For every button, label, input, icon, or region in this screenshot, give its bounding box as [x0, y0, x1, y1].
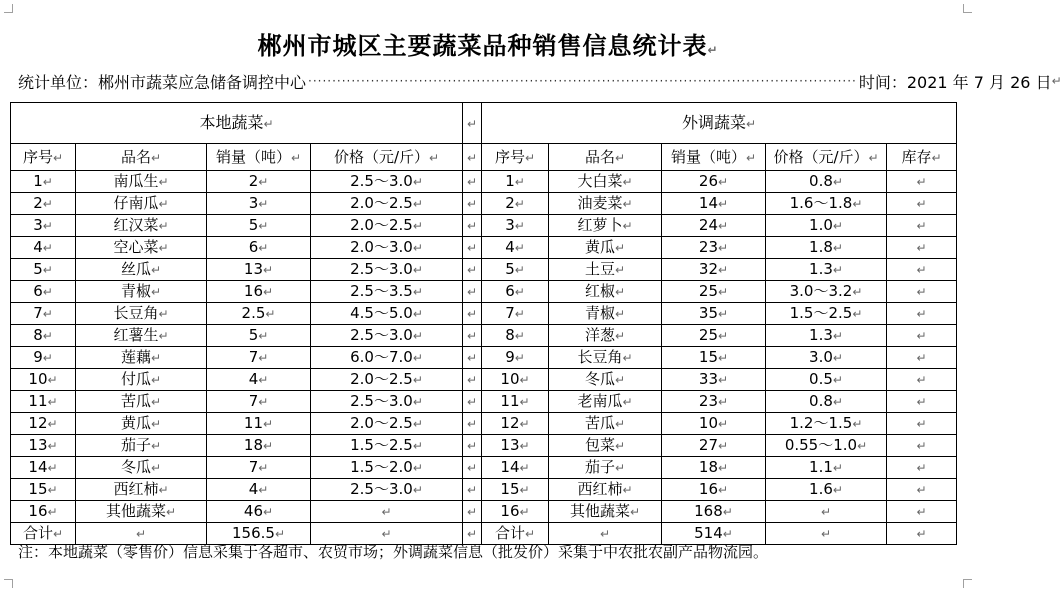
imported-name-cell[interactable]: 黄瓜↵	[549, 237, 662, 259]
imported-price-cell[interactable]: 1.6↵	[766, 479, 887, 501]
imported-stock-cell[interactable]: ↵	[887, 501, 957, 523]
gap-cell: ↵	[463, 479, 482, 501]
imported-no-cell[interactable]: 15↵	[482, 479, 549, 501]
imported-qty-cell[interactable]: 24↵	[662, 215, 766, 237]
local-price-cell[interactable]: 2.5～3.0↵	[311, 479, 463, 501]
imported-price-cell[interactable]: 1.8↵	[766, 237, 887, 259]
imported-qty-cell[interactable]: 35↵	[662, 303, 766, 325]
local-qty-cell[interactable]: 4↵	[207, 369, 311, 391]
header-cell: 序号↵	[11, 144, 76, 171]
local-name-cell[interactable]: 黄瓜↵	[76, 413, 207, 435]
empty-cell[interactable]: ↵	[549, 523, 662, 545]
section-header-row	[11, 103, 957, 144]
imported-qty-cell[interactable]: 15↵	[662, 347, 766, 369]
imported-price-cell[interactable]: 1.5～2.5↵	[766, 303, 887, 325]
table-row	[11, 391, 957, 413]
gap-cell: ↵	[463, 103, 482, 144]
local-name-cell[interactable]: 西红柿↵	[76, 479, 207, 501]
local-no-cell[interactable]: 4↵	[11, 237, 76, 259]
table-row	[11, 281, 957, 303]
imported-qty-cell[interactable]: 23↵	[662, 391, 766, 413]
gap-cell: ↵	[463, 435, 482, 457]
table-row	[11, 325, 957, 347]
local-no-cell[interactable]: 12↵	[11, 413, 76, 435]
local-qty-cell[interactable]: 46↵	[207, 501, 311, 523]
local-no-cell[interactable]: 15↵	[11, 479, 76, 501]
imported-price-cell[interactable]: 1.3↵	[766, 259, 887, 281]
table-row	[11, 457, 957, 479]
table-row	[11, 347, 957, 369]
imported-no-cell[interactable]: 13↵	[482, 435, 549, 457]
local-no-cell[interactable]: 8↵	[11, 325, 76, 347]
local-price-cell[interactable]: 2.0～2.5↵	[311, 369, 463, 391]
local-no-cell[interactable]: 7↵	[11, 303, 76, 325]
gap-cell: ↵	[463, 501, 482, 523]
page-corner-mark	[963, 579, 972, 588]
local-name-cell[interactable]: 丝瓜↵	[76, 259, 207, 281]
footnote: 注：本地蔬菜（零售价）信息采集于各超市、农贸市场；外调蔬菜信息（批发价）采集于中农批农副产品物流园。	[18, 543, 769, 561]
local-qty-cell[interactable]: 18↵	[207, 435, 311, 457]
imported-no-cell[interactable]: 10↵	[482, 369, 549, 391]
imported-no-cell[interactable]: 12↵	[482, 413, 549, 435]
header-cell: 序号↵	[482, 144, 549, 171]
header-cell: 价格（元/斤）↵	[311, 144, 463, 171]
imported-name-cell[interactable]: 土豆↵	[549, 259, 662, 281]
header-cell: 销量（吨）↵	[662, 144, 766, 171]
local-qty-cell[interactable]: 2.5↵	[207, 303, 311, 325]
empty-cell[interactable]: ↵	[766, 523, 887, 545]
imported-no-cell[interactable]: 2↵	[482, 193, 549, 215]
header-cell: 库存↵	[887, 144, 957, 171]
imported-price-cell[interactable]: 1.0↵	[766, 215, 887, 237]
gap-cell: ↵	[463, 281, 482, 303]
local-qty-cell[interactable]: 6↵	[207, 237, 311, 259]
table-row	[11, 501, 957, 523]
local-no-cell[interactable]: 2↵	[11, 193, 76, 215]
imported-name-cell[interactable]: 油麦菜↵	[549, 193, 662, 215]
unit-time-line[interactable]: 统计单位：郴州市蔬菜应急储备调控中心 ·················································································································· 时间：2021 年 7 月 26 日 ↵	[18, 70, 958, 92]
imported-no-cell[interactable]: 3↵	[482, 215, 549, 237]
local-qty-cell[interactable]: 5↵	[207, 325, 311, 347]
imported-qty-cell[interactable]: 25↵	[662, 325, 766, 347]
imported-no-cell[interactable]: 8↵	[482, 325, 549, 347]
gap-cell: ↵	[463, 193, 482, 215]
time-label: 时间：2021 年 7 月 26 日	[858, 72, 1052, 92]
imported-price-cell[interactable]: 1.2～1.5↵	[766, 413, 887, 435]
empty-cell[interactable]: ↵	[311, 523, 463, 545]
vegetable-sales-table[interactable]	[10, 102, 957, 545]
imported-stock-cell[interactable]: ↵	[887, 435, 957, 457]
imported-no-cell[interactable]: 9↵	[482, 347, 549, 369]
local-no-cell[interactable]: 10↵	[11, 369, 76, 391]
imported-price-cell[interactable]: 0.5↵	[766, 369, 887, 391]
local-price-cell[interactable]: 2.0～2.5↵	[311, 215, 463, 237]
local-no-cell[interactable]: 6↵	[11, 281, 76, 303]
document-title[interactable]: 郴州市城区主要蔬菜品种销售信息统计表↵	[257, 32, 719, 60]
page-corner-mark	[4, 579, 13, 588]
header-cell: 品名↵	[76, 144, 207, 171]
gap-cell: ↵	[463, 259, 482, 281]
local-qty-cell[interactable]: 16↵	[207, 281, 311, 303]
imported-qty-cell[interactable]: 32↵	[662, 259, 766, 281]
local-price-cell[interactable]: 2.0～2.5↵	[311, 193, 463, 215]
empty-cell[interactable]: ↵	[887, 523, 957, 545]
imported-stock-cell[interactable]: ↵	[887, 457, 957, 479]
local-no-cell[interactable]: 5↵	[11, 259, 76, 281]
local-price-cell[interactable]: 1.5～2.0↵	[311, 457, 463, 479]
local-name-cell[interactable]: 南瓜生↵	[76, 171, 207, 193]
imported-name-cell[interactable]: 其他蔬菜↵	[549, 501, 662, 523]
imported-price-cell[interactable]: 1.3↵	[766, 325, 887, 347]
imported-name-cell[interactable]: 包菜↵	[549, 435, 662, 457]
local-no-cell[interactable]: 9↵	[11, 347, 76, 369]
table-row	[11, 215, 957, 237]
header-cell: 销量（吨）↵	[207, 144, 311, 171]
imported-no-cell[interactable]: 4↵	[482, 237, 549, 259]
column-header-row	[11, 144, 957, 171]
local-price-cell[interactable]: ↵	[311, 501, 463, 523]
imported-price-cell[interactable]: 3.0↵	[766, 347, 887, 369]
imported-stock-cell[interactable]: ↵	[887, 259, 957, 281]
imported-no-cell[interactable]: 6↵	[482, 281, 549, 303]
local-price-cell[interactable]: 1.5～2.5↵	[311, 435, 463, 457]
gap-cell: ↵	[463, 457, 482, 479]
local-qty-cell[interactable]: 3↵	[207, 193, 311, 215]
total-label-cell[interactable]: 合计↵	[11, 523, 76, 545]
table-row	[11, 237, 957, 259]
local-no-cell[interactable]: 1↵	[11, 171, 76, 193]
local-no-cell[interactable]: 13↵	[11, 435, 76, 457]
table-row	[11, 259, 957, 281]
imported-stock-cell[interactable]: ↵	[887, 303, 957, 325]
imported-stock-cell[interactable]: ↵	[887, 281, 957, 303]
gap-cell: ↵	[463, 413, 482, 435]
table-row	[11, 435, 957, 457]
imported-name-cell[interactable]: 茄子↵	[549, 457, 662, 479]
imported-price-cell[interactable]: 1.6～1.8↵	[766, 193, 887, 215]
local-qty-cell[interactable]: 13↵	[207, 259, 311, 281]
leader-dots: ··················································································································	[308, 74, 857, 88]
imported-no-cell[interactable]: 7↵	[482, 303, 549, 325]
local-price-cell[interactable]: 2.5～3.0↵	[311, 325, 463, 347]
imported-name-cell[interactable]: 西红柿↵	[549, 479, 662, 501]
empty-cell[interactable]: ↵	[76, 523, 207, 545]
imported-stock-cell[interactable]: ↵	[887, 347, 957, 369]
table-row	[11, 369, 957, 391]
imported-price-cell[interactable]: 3.0～3.2↵	[766, 281, 887, 303]
gap-cell: ↵	[463, 523, 482, 545]
imported-no-cell[interactable]: 11↵	[482, 391, 549, 413]
imported-no-cell[interactable]: 14↵	[482, 457, 549, 479]
local-qty-cell[interactable]: 5↵	[207, 215, 311, 237]
imported-qty-cell[interactable]: 25↵	[662, 281, 766, 303]
imported-price-cell[interactable]: 0.8↵	[766, 391, 887, 413]
local-name-cell[interactable]: 红汉菜↵	[76, 215, 207, 237]
total-imported-qty-cell[interactable]: 514↵	[662, 523, 766, 545]
section-local: 本地蔬菜↵	[11, 103, 463, 144]
imported-qty-cell[interactable]: 23↵	[662, 237, 766, 259]
imported-qty-cell[interactable]: 18↵	[662, 457, 766, 479]
imported-stock-cell[interactable]: ↵	[887, 479, 957, 501]
gap-cell: ↵	[463, 391, 482, 413]
gap-cell: ↵	[463, 303, 482, 325]
gap-cell: ↵	[463, 215, 482, 237]
imported-stock-cell[interactable]: ↵	[887, 391, 957, 413]
table-row	[11, 303, 957, 325]
imported-name-cell[interactable]: 洋葱↵	[549, 325, 662, 347]
imported-stock-cell[interactable]: ↵	[887, 237, 957, 259]
local-name-cell[interactable]: 红薯生↵	[76, 325, 207, 347]
local-price-cell[interactable]: 2.5～3.5↵	[311, 281, 463, 303]
page-corner-mark	[963, 4, 972, 13]
section-imported: 外调蔬菜↵	[482, 103, 957, 144]
local-no-cell[interactable]: 14↵	[11, 457, 76, 479]
local-no-cell[interactable]: 16↵	[11, 501, 76, 523]
local-name-cell[interactable]: 长豆角↵	[76, 303, 207, 325]
total-local-qty-cell[interactable]: 156.5↵	[207, 523, 311, 545]
local-qty-cell[interactable]: 2↵	[207, 171, 311, 193]
imported-qty-cell[interactable]: 10↵	[662, 413, 766, 435]
imported-stock-cell[interactable]: ↵	[887, 171, 957, 193]
imported-stock-cell[interactable]: ↵	[887, 413, 957, 435]
imported-qty-cell[interactable]: 14↵	[662, 193, 766, 215]
local-no-cell[interactable]: 3↵	[11, 215, 76, 237]
gap-cell: ↵	[463, 144, 482, 171]
imported-stock-cell[interactable]: ↵	[887, 369, 957, 391]
local-name-cell[interactable]: 苦瓜↵	[76, 391, 207, 413]
imported-name-cell[interactable]: 苦瓜↵	[549, 413, 662, 435]
local-name-cell[interactable]: 青椒↵	[76, 281, 207, 303]
local-price-cell[interactable]: 6.0～7.0↵	[311, 347, 463, 369]
imported-name-cell[interactable]: 老南瓜↵	[549, 391, 662, 413]
local-qty-cell[interactable]: 7↵	[207, 457, 311, 479]
imported-name-cell[interactable]: 青椒↵	[549, 303, 662, 325]
imported-qty-cell[interactable]: 16↵	[662, 479, 766, 501]
local-name-cell[interactable]: 付瓜↵	[76, 369, 207, 391]
imported-no-cell[interactable]: 16↵	[482, 501, 549, 523]
local-name-cell[interactable]: 仔南瓜↵	[76, 193, 207, 215]
imported-price-cell[interactable]: 0.55～1.0↵	[766, 435, 887, 457]
imported-no-cell[interactable]: 5↵	[482, 259, 549, 281]
local-name-cell[interactable]: 冬瓜↵	[76, 457, 207, 479]
local-qty-cell[interactable]: 7↵	[207, 391, 311, 413]
gap-cell: ↵	[463, 237, 482, 259]
local-qty-cell[interactable]: 7↵	[207, 347, 311, 369]
table-row	[11, 479, 957, 501]
page-corner-mark	[4, 4, 13, 13]
local-price-cell[interactable]: 4.5～5.0↵	[311, 303, 463, 325]
imported-stock-cell[interactable]: ↵	[887, 215, 957, 237]
imported-price-cell[interactable]: ↵	[766, 501, 887, 523]
local-qty-cell[interactable]: 11↵	[207, 413, 311, 435]
local-price-cell[interactable]: 2.5～3.0↵	[311, 391, 463, 413]
gap-cell: ↵	[463, 369, 482, 391]
total-label-cell[interactable]: 合计↵	[482, 523, 549, 545]
local-name-cell[interactable]: 茄子↵	[76, 435, 207, 457]
local-qty-cell[interactable]: 4↵	[207, 479, 311, 501]
imported-qty-cell[interactable]: 27↵	[662, 435, 766, 457]
table-row	[11, 413, 957, 435]
imported-no-cell[interactable]: 1↵	[482, 171, 549, 193]
unit-label: 统计单位：郴州市蔬菜应急储备调控中心	[18, 72, 307, 92]
local-price-cell[interactable]: 2.5～3.0↵	[311, 259, 463, 281]
local-name-cell[interactable]: 莲藕↵	[76, 347, 207, 369]
local-name-cell[interactable]: 空心菜↵	[76, 237, 207, 259]
imported-name-cell[interactable]: 冬瓜↵	[549, 369, 662, 391]
imported-stock-cell[interactable]: ↵	[887, 325, 957, 347]
imported-qty-cell[interactable]: 33↵	[662, 369, 766, 391]
table-row	[11, 171, 957, 193]
table-row	[11, 193, 957, 215]
header-cell: 价格（元/斤）↵	[766, 144, 887, 171]
imported-price-cell[interactable]: 0.8↵	[766, 171, 887, 193]
local-price-cell[interactable]: 2.0～2.5↵	[311, 413, 463, 435]
imported-name-cell[interactable]: 大白菜↵	[549, 171, 662, 193]
local-price-cell[interactable]: 2.5～3.0↵	[311, 171, 463, 193]
imported-stock-cell[interactable]: ↵	[887, 193, 957, 215]
imported-name-cell[interactable]: 红椒↵	[549, 281, 662, 303]
gap-cell: ↵	[463, 325, 482, 347]
imported-name-cell[interactable]: 红萝卜↵	[549, 215, 662, 237]
local-no-cell[interactable]: 11↵	[11, 391, 76, 413]
gap-cell: ↵	[463, 347, 482, 369]
imported-name-cell[interactable]: 长豆角↵	[549, 347, 662, 369]
imported-price-cell[interactable]: 1.1↵	[766, 457, 887, 479]
local-name-cell[interactable]: 其他蔬菜↵	[76, 501, 207, 523]
imported-qty-cell[interactable]: 26↵	[662, 171, 766, 193]
header-cell: 品名↵	[549, 144, 662, 171]
local-price-cell[interactable]: 2.0～3.0↵	[311, 237, 463, 259]
gap-cell: ↵	[463, 171, 482, 193]
imported-qty-cell[interactable]: 168↵	[662, 501, 766, 523]
